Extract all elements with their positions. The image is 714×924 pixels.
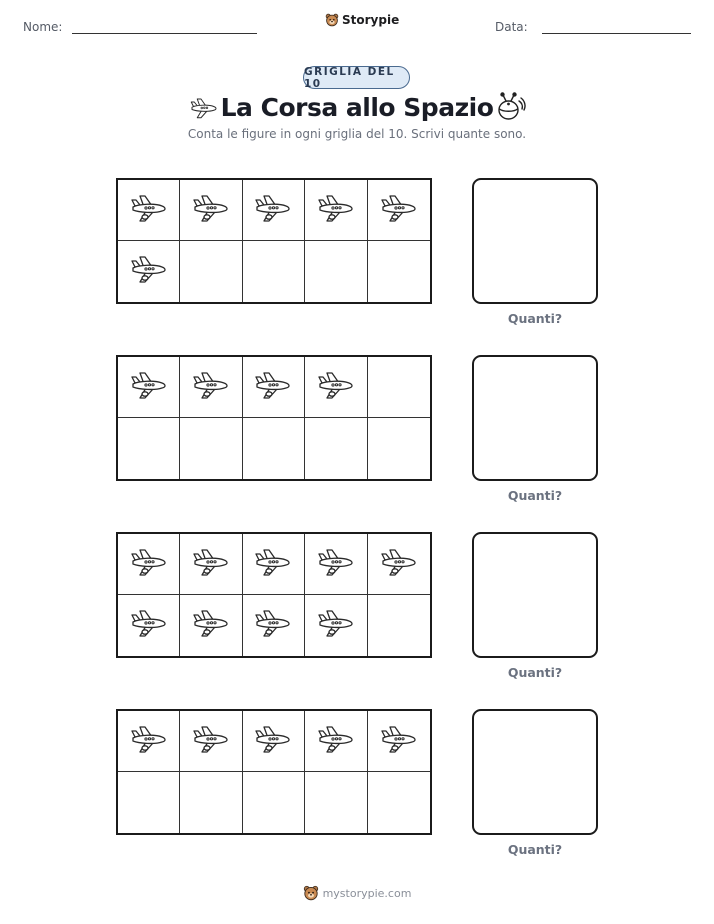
brand-name: Storypie — [342, 13, 400, 27]
brand-logo — [325, 13, 399, 27]
airplane-icon — [316, 545, 356, 584]
airplane-icon — [129, 252, 169, 291]
airplane-icon — [316, 368, 356, 407]
airplane-icon — [253, 191, 293, 230]
grid-cell — [243, 772, 305, 833]
ufo-icon — [493, 92, 527, 122]
airplane-icon — [379, 545, 419, 584]
exercise-row — [0, 355, 714, 505]
grid-cell — [180, 595, 242, 656]
grid-cell — [368, 418, 430, 479]
answer-box[interactable] — [472, 355, 598, 481]
grid-cell — [180, 534, 242, 595]
airplane-icon — [253, 606, 293, 645]
name-line[interactable] — [72, 33, 257, 34]
airplane-icon — [379, 722, 419, 761]
airplane-icon — [253, 722, 293, 761]
instructions: Conta le figure in ogni griglia del 10. Scrivi quante sono. — [187, 127, 527, 141]
grid-cell — [305, 595, 367, 656]
grid-cell — [305, 418, 367, 479]
worksheet-badge: GRIGLIA DEL 10 — [303, 66, 410, 89]
grid-cell — [368, 772, 430, 833]
answer-box[interactable] — [472, 709, 598, 835]
airplane-icon — [129, 191, 169, 230]
airplane-icon — [253, 368, 293, 407]
grid-cell — [180, 241, 242, 302]
airplane-icon — [191, 606, 231, 645]
grid-cell — [243, 241, 305, 302]
grid-cell — [305, 357, 367, 418]
ten-frame-grid — [116, 709, 432, 835]
grid-cell — [180, 772, 242, 833]
grid-cell — [243, 180, 305, 241]
grid-cell — [118, 180, 180, 241]
grid-cell — [368, 711, 430, 772]
answer-label: Quanti? — [507, 842, 563, 857]
airplane-icon — [191, 545, 231, 584]
answer-label: Quanti? — [507, 488, 563, 503]
airplane-icon — [129, 545, 169, 584]
airplane-icon — [191, 191, 231, 230]
answer-box[interactable] — [472, 532, 598, 658]
grid-cell — [368, 534, 430, 595]
airplane-icon — [253, 545, 293, 584]
grid-cell — [118, 534, 180, 595]
airplane-icon — [129, 606, 169, 645]
date-label: Data: — [495, 20, 528, 34]
exercise-row — [0, 709, 714, 859]
title-row — [0, 90, 714, 126]
airplane-icon — [316, 606, 356, 645]
name-label: Nome: — [23, 20, 63, 34]
grid-cell — [305, 241, 367, 302]
airplane-icon — [129, 368, 169, 407]
page-title: La Corsa allo Spazio — [220, 93, 494, 122]
grid-cell — [243, 534, 305, 595]
grid-cell — [305, 180, 367, 241]
grid-cell — [243, 357, 305, 418]
grid-cell — [243, 418, 305, 479]
bear-logo-icon — [303, 885, 319, 901]
ten-frame-grid — [116, 532, 432, 658]
date-line[interactable] — [542, 33, 691, 34]
answer-label: Quanti? — [507, 665, 563, 680]
airplane-icon — [191, 722, 231, 761]
grid-cell — [118, 418, 180, 479]
grid-cell — [180, 357, 242, 418]
grid-cell — [180, 711, 242, 772]
airplane-icon — [129, 722, 169, 761]
grid-cell — [180, 180, 242, 241]
grid-cell — [118, 772, 180, 833]
grid-cell — [368, 180, 430, 241]
airplane-icon — [316, 722, 356, 761]
grid-cell — [368, 357, 430, 418]
grid-cell — [243, 711, 305, 772]
answer-label: Quanti? — [507, 311, 563, 326]
footer — [0, 885, 714, 901]
grid-cell — [118, 241, 180, 302]
grid-cell — [368, 241, 430, 302]
grid-cell — [118, 711, 180, 772]
exercise-row — [0, 532, 714, 682]
bear-logo-icon — [325, 13, 339, 27]
ten-frame-grid — [116, 178, 432, 304]
ten-frame-grid — [116, 355, 432, 481]
grid-cell — [368, 595, 430, 656]
exercise-row — [0, 178, 714, 328]
airplane-icon — [316, 191, 356, 230]
grid-cell — [118, 357, 180, 418]
airplane-icon — [191, 368, 231, 407]
grid-cell — [180, 418, 242, 479]
grid-cell — [305, 772, 367, 833]
grid-cell — [243, 595, 305, 656]
footer-url: mystorypie.com — [322, 886, 412, 900]
answer-box[interactable] — [472, 178, 598, 304]
grid-cell — [305, 534, 367, 595]
airplane-icon — [379, 191, 419, 230]
grid-cell — [118, 595, 180, 656]
grid-cell — [305, 711, 367, 772]
